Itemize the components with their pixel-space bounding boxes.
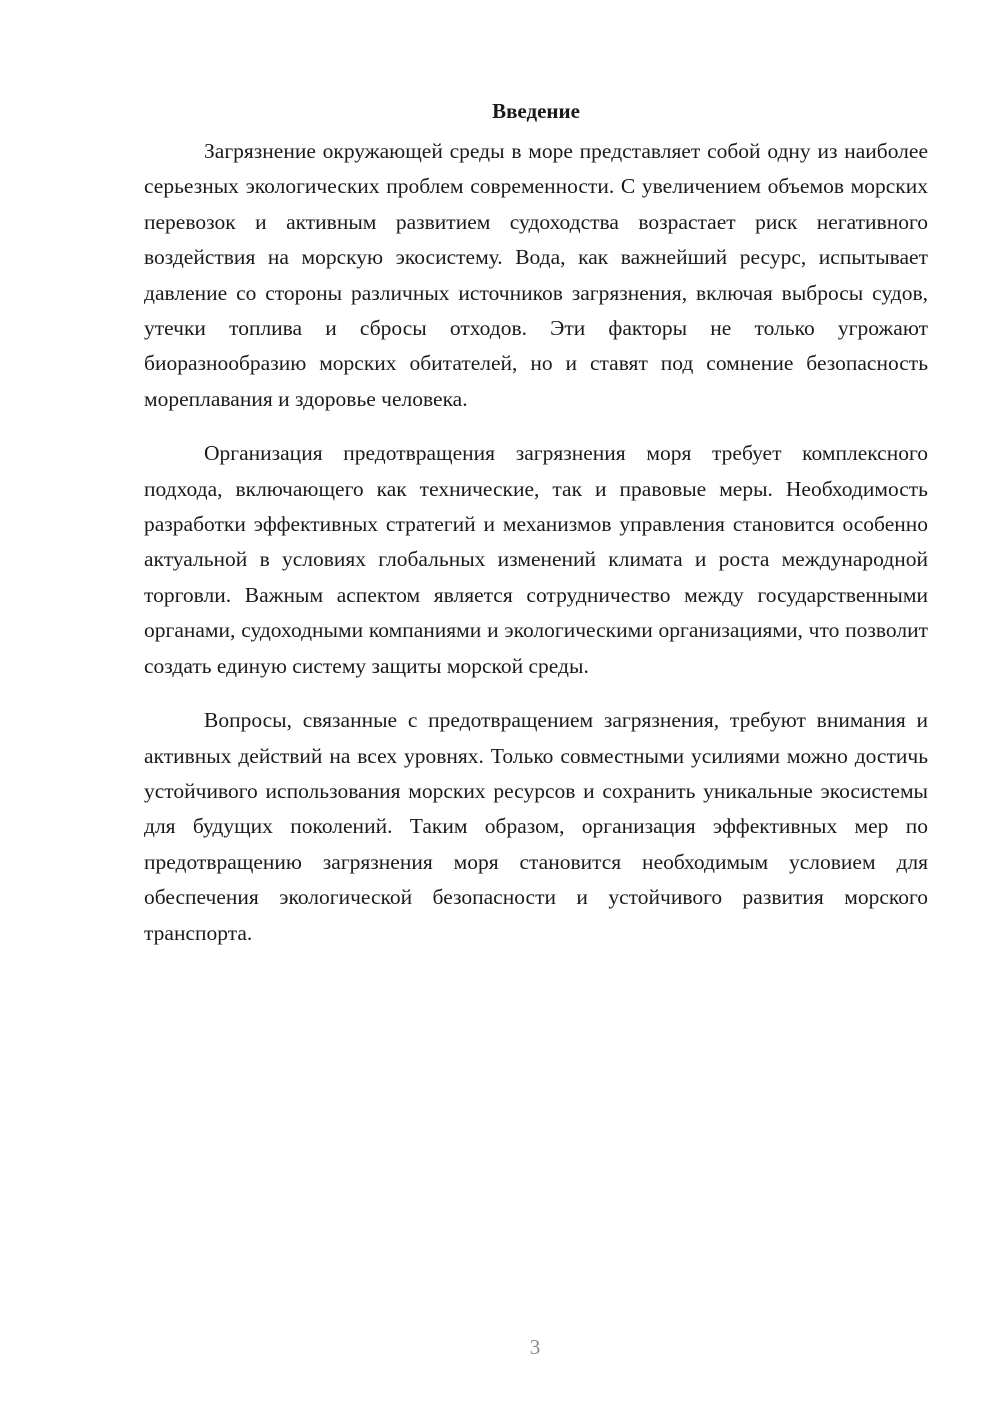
- paragraph-2: Организация предотвращения загрязнения моря требует комплексного подхода, включающего как технические, так и правовые меры. Необходимость разработки эффективных стратегий и механизмов управления становится особенно актуальной в условиях глобальных изменений климата и роста международной торговли. Важным аспектом является сотрудничество между государственными органами, судоходными компаниями и экологическими организациями, что позволит создать единую систему защиты морской среды.: [144, 441, 928, 678]
- document-body: [144, 96, 928, 970]
- section-title: Введение: [492, 99, 580, 123]
- paragraph-3: Вопросы, связанные с предотвращением загрязнения, требуют внимания и активных действий на всех уровнях. Только совместными усилиями можно достичь устойчивого использования морских ресурсов и сохранить уникальные экосистемы для будущих поколений. Таким образом, организация эффективных мер по предотвращению загрязнения моря становится необходимым условием для обеспечения экологической безопасности и устойчивого развития морского транспорта.: [144, 708, 928, 945]
- paragraph-1: Загрязнение окружающей среды в море представляет собой одну из наиболее серьезных экологических проблем современности. С увеличением объемов морских перевозок и активным развитием судоходства возрастает риск негативного воздействия на морскую экосистему. Вода, как важнейший ресурс, испытывает давление со стороны различных источников загрязнения, включая выбросы судов, утечки топлива и сбросы отходов. Эти факторы не только угрожают биоразнообразию морских обитателей, но и ставят под сомнение безопасность мореплавания и здоровье человека.: [144, 139, 928, 411]
- page-number: 3: [529, 1335, 541, 1359]
